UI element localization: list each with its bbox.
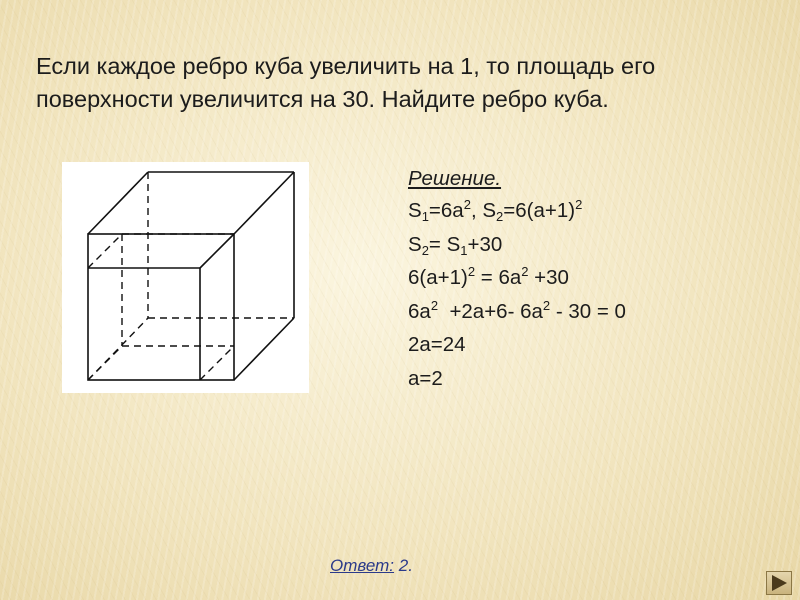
solution-line-5: 2a=24	[408, 333, 466, 356]
hidden-edge	[88, 346, 122, 380]
problem-line-1: Если каждое ребро куба увеличить на 1, то площадь его	[36, 53, 656, 79]
cube-diagram-icon	[62, 162, 309, 393]
edge	[234, 318, 294, 380]
edge	[200, 234, 234, 268]
problem-line-2: поверхности увеличится на 30. Найдите ребро куба.	[36, 86, 609, 112]
problem-statement	[36, 50, 776, 116]
small-cube-front-edges	[88, 268, 200, 380]
edge	[88, 172, 148, 234]
hidden-edge	[88, 234, 122, 268]
solution-block	[408, 164, 626, 395]
solution-line-2: $S_2= S_1+30$	[408, 232, 503, 258]
answer-value: 2.	[394, 556, 413, 575]
solution-line-1: $S_1=6a^2$, $S_2=6(a+1)^2$	[408, 197, 583, 224]
next-slide-button[interactable]	[766, 571, 792, 595]
answer-label[interactable]: Ответ:	[330, 556, 395, 575]
answer[interactable]	[330, 556, 413, 576]
edge	[234, 172, 294, 234]
solution-line-3: $6(a+1)^2 = 6a^2 +30$	[408, 264, 569, 289]
solution-line-4: $6a^2 +2a+6-$ $6a^2 - 30 = 0$	[408, 297, 626, 323]
hidden-edge	[200, 346, 234, 380]
next-slide-icon	[767, 572, 791, 594]
solution-line-6: a=2	[408, 366, 443, 390]
cube-figure	[62, 162, 309, 393]
solution-heading: Решение.	[408, 167, 502, 190]
